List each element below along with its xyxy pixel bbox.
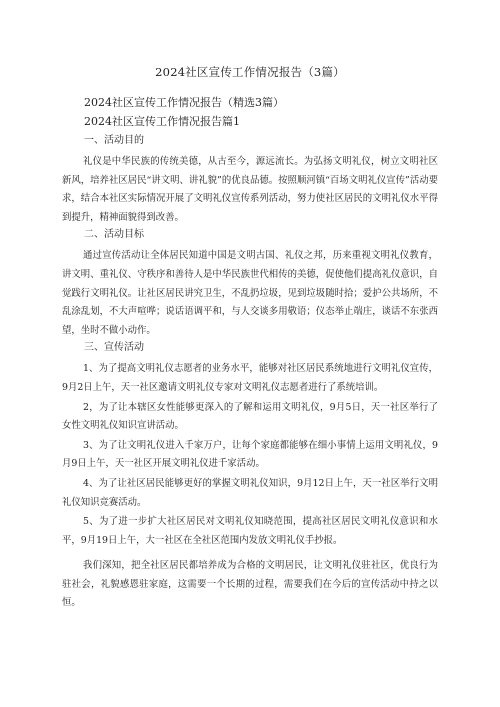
- section-heading-goals: 二、活动目标: [84, 229, 144, 241]
- document-subtitle: 2024社区宣传工作情况报告（精选3篇）: [84, 96, 284, 109]
- document-body: [62, 96, 438, 614]
- activity-item: 1、为了提高文明礼仪志愿者的业务水平，能够对社区居民系统地进行文明礼仪宣传，9月2日上午，天一社区邀请文明礼仪专家对文明礼仪志愿者进行了系统培训。: [62, 363, 438, 393]
- section-heading-purpose: 一、活动目的: [84, 135, 144, 146]
- activity-item: 4、为了让社区居民能够更好的掌握文明礼仪知识，9月12日上午，天一社区举行文明礼仪知识竞赛活动。: [62, 477, 438, 508]
- section-heading-activities: 三、宣传活动: [84, 342, 144, 354]
- paragraph-goals: 通过宣传活动让全体居民知道中国是文明古国、礼仪之邦，历来重视文明礼仪教育，讲文明、重礼仪、守秩序和善待人是中华民族世代相传的美德，促使他们提高礼仪意识，自觉践行文明礼仪。让社区居民讲究卫生，不乱扔垃圾，见到垃圾随时拾；爱护公共场所，不乱涂乱划，不大声喧哗；说话语调平和，与人交谈多用敬语；仪态举止端庄，谈话不东张西望，坐时不做小动作。: [62, 250, 438, 336]
- activity-item: 2，为了让本辖区女性能够更深入的了解和运用文明礼仪，9月5日，天一社区举行了女性文明礼仪知识宣讲活动。: [62, 401, 438, 432]
- paragraph-purpose: 礼仪是中华民族的传统美德，从古至今，源远流长。为弘扬文明礼仪，树立文明社区新风，培养社区居民“讲文明、讲礼貌”的优良品德。按照顺河镇“百场文明礼仪宣传”活动要求，结合本社区实际情况开展了文明礼仪宣传系列活动，努力使社区居民的文明礼仪水平得到提升，精神面貌得到改善。: [62, 156, 438, 223]
- activity-item: 5、为了进一步扩大社区居民对文明礼仪知晓范围，提高社区居民文明礼仪意识和水平，9月19日上午，大一社区在全社区范围内发放文明礼仪手抄报。: [62, 516, 438, 546]
- activity-item: 3、为了让文明礼仪进入千家万户，让每个家庭都能够在细小事情上运用文明礼仪，9月9日上午，天一社区开展文明礼仪进千家活动。: [62, 439, 438, 470]
- document-title: 2024社区宣传工作情况报告（3篇）: [155, 65, 345, 79]
- paragraph-closing: 我们深知，把全社区居民都培养成为合格的文明居民，让文明礼仪驻社区，优良行为驻社会，礼貌感恩驻家庭，这需要一个长期的过程，需要我们在今后的宣传活动中持之以恒。: [62, 560, 438, 609]
- article-title: 2024社区宣传工作情况报告篇1: [84, 115, 240, 128]
